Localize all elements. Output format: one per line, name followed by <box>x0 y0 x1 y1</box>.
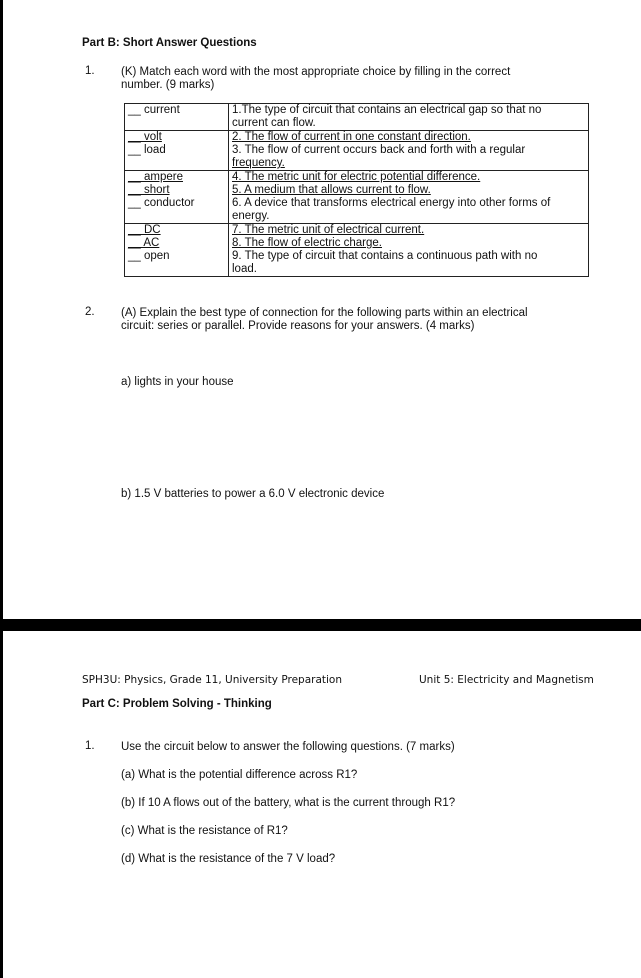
description-1-line2: current can flow. <box>232 117 316 129</box>
description-7: 7. The metric unit of electrical current. <box>232 224 425 236</box>
description-6-line1: 6. A device that transforms electrical energy into other forms of <box>232 197 551 209</box>
part-c-title: Part C: Problem Solving - Thinking <box>82 698 272 710</box>
word-cell <box>125 224 229 277</box>
part-c-question-1b: (b) If 10 A flows out of the battery, what is the current through R1? <box>121 797 456 809</box>
question-1-prompt-line2: number. (9 marks) <box>121 79 215 91</box>
part-c-question-1d: (d) What is the resistance of the 7 V load? <box>121 853 336 865</box>
question-1-number: 1. <box>85 65 95 77</box>
question-2-number: 2. <box>85 306 95 318</box>
description-1-line1: 1.The type of circuit that contains an electrical gap so that no <box>232 104 542 116</box>
question-2-prompt-line1: (A) Explain the best type of connection for the following parts within an electrical <box>121 307 528 319</box>
table-row <box>125 224 589 277</box>
word-cell <box>125 104 229 131</box>
word-volt: __ volt <box>128 131 162 143</box>
word-conductor: __ conductor <box>128 197 195 209</box>
description-cell <box>229 104 589 131</box>
word-ac: __ AC <box>128 237 160 249</box>
question-2-prompt-line2: circuit: series or parallel. Provide reasons for your answers. (4 marks) <box>121 320 475 332</box>
question-2-part-b: b) 1.5 V batteries to power a 6.0 V electronic device <box>121 488 385 500</box>
question-2-part-a: a) lights in your house <box>121 376 234 388</box>
part-b-title: Part B: Short Answer Questions <box>82 37 257 49</box>
word-cell <box>125 131 229 171</box>
matching-table <box>124 103 589 277</box>
word-cell <box>125 171 229 224</box>
description-6-line2: energy. <box>232 210 270 222</box>
description-8: 8. The flow of electric charge. <box>232 237 382 249</box>
description-cell <box>229 224 589 277</box>
worksheet-page-2 <box>3 631 641 978</box>
description-9-line2: load. <box>232 263 257 275</box>
part-c-question-1-prompt: Use the circuit below to answer the following questions. (7 marks) <box>121 741 455 753</box>
table-row <box>125 131 589 171</box>
question-1-prompt-line1: (K) Match each word with the most appropriate choice by filling in the correct <box>121 66 511 78</box>
unit-header: Unit 5: Electricity and Magnetism <box>419 674 594 686</box>
description-cell <box>229 131 589 171</box>
word-current: __ current <box>128 104 180 116</box>
part-c-question-1-number: 1. <box>85 740 95 752</box>
description-9-line1: 9. The type of circuit that contains a continuous path with no <box>232 250 538 262</box>
word-load: __ load <box>128 144 166 156</box>
description-2: 2. The flow of current in one constant direction. <box>232 131 471 143</box>
worksheet-page-1 <box>3 0 641 619</box>
description-4: 4. The metric unit for electric potential difference. <box>232 171 481 183</box>
word-short: __ short <box>128 184 170 196</box>
description-cell <box>229 171 589 224</box>
table-row <box>125 104 589 131</box>
word-ampere: __ ampere <box>128 171 183 183</box>
table-row <box>125 171 589 224</box>
part-c-question-1c: (c) What is the resistance of R1? <box>121 825 288 837</box>
part-c-question-1a: (a) What is the potential difference across R1? <box>121 769 358 781</box>
description-3-line2: frequency. <box>232 157 285 169</box>
description-3-line1: 3. The flow of current occurs back and forth with a regular <box>232 144 526 156</box>
course-header: SPH3U: Physics, Grade 11, University Preparation <box>82 674 342 686</box>
word-dc: __ DC <box>128 224 161 236</box>
word-open: __ open <box>128 250 170 262</box>
description-5: 5. A medium that allows current to flow. <box>232 184 431 196</box>
